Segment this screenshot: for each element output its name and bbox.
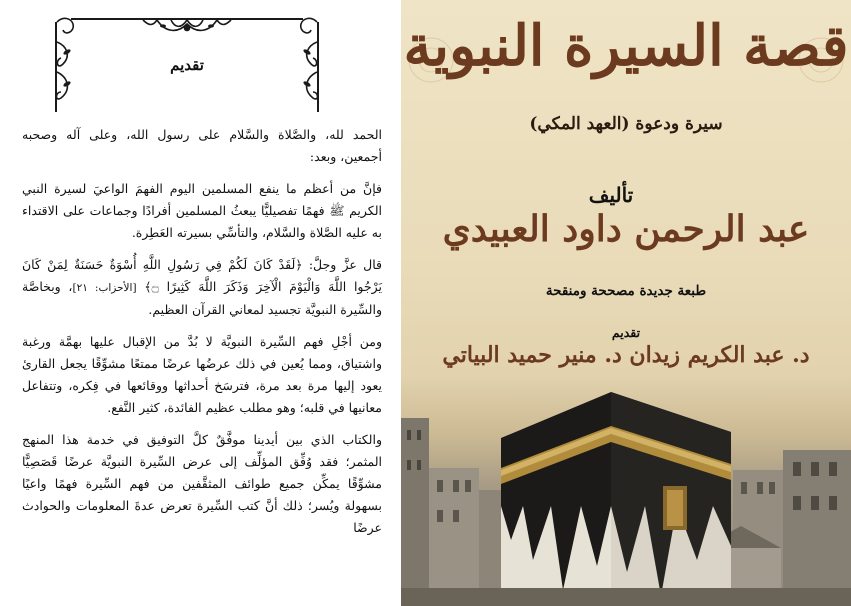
book-title: قصة السيرة النبوية <box>403 13 849 79</box>
paragraph-greeting: الحمد لله، والصَّلاة والسَّلام على رسول الله، وعلى آله وصحبه أجمعين، وبعد: <box>22 127 382 164</box>
edition-note: طبعة جديدة مصححة ومنقحة <box>545 283 707 299</box>
paragraph-verse <box>22 254 382 321</box>
book-subtitle: سيرة ودعوة (العهد المكي) <box>529 114 723 134</box>
book-cover <box>401 0 851 606</box>
paragraph-importance: فإنَّ من أعظم ما ينفع المسلمين اليوم الفهمَ الواعيَ لسيرة النبي الكريم ﷺ فهمًا تفصيليًّا يبعثُ المسلمين أفرادًا وجماعات على الاقتداء به عليه الصَّلاة والسَّلام، والتأسِّي بسيرته العَطِرة. <box>22 181 382 240</box>
introduction-label: تقديم <box>611 325 641 340</box>
paragraph-book: والكتاب الذي بين أيدينا موفَّقٌ كلَّ التوفيق في خدمة هذا المنهج المثمر؛ فقد وُفِّق المؤلِّف إلى عرض السِّيرة النبويَّة عرضًا قَصَصِيًّا مشوِّقًا يمكِّن جميع طوائف المثقَّفين من فهم السِّيرة فهمًا واعيًا بسهولة ويُسر؛ ذلك أنَّ كتب السِّيرة تعرض عدةَ المعلومات والحوادث عرضًا <box>22 432 382 535</box>
introduction-authors: د. عبد الكريم زيدان د. منير حميد البياتي <box>442 342 810 368</box>
book-page <box>0 0 400 606</box>
paragraph-understanding: ومن أجْلِ فهم السِّيرة النبويَّة لا بُدَّ من الإقبال عليها بهمَّة ورغبة واشتياق، ومما يُعين في ذلك عرضُها عرضًا ممتعًا مشوِّقًا يجعل القارئ يعود إليها مرة بعد مرة، فترسَخ أحداثها ووقائعها في فِكره، وتتفاعل معانيها في قلبه؛ وهو مطلب عظيم الفائدة، كثير النَّفع. <box>22 334 382 415</box>
author-name: عبد الرحمن داود العبيدي <box>442 208 810 250</box>
kaaba <box>501 392 731 606</box>
kaaba-illustration <box>401 0 851 606</box>
verse-intro: قال عزَّ وجلَّ: <box>302 257 383 272</box>
page-heading: تقديم <box>170 56 204 74</box>
verse-reference: [الأحزاب: ٢١] <box>72 282 137 294</box>
page-body <box>22 124 382 549</box>
authorship-label: تأليف <box>588 183 634 207</box>
quran-verse: ﴿لَقَدْ كَانَ لَكُمْ فِي رَسُولِ اللَّهِ أُسْوَةٌ حَسَنَةٌ لِمَنْ كَانَ يَرْجُوا اللَّهَ وَالْيَوْمَ الْآخِرَ وَذَكَرَ اللَّهَ كَثِيرًا ۝﴾ <box>22 257 382 294</box>
verse-continuation: ، وبخاصَّة والسِّيرة النبويَّة تجسيد لمعاني القرآن العظيم. <box>22 279 382 317</box>
